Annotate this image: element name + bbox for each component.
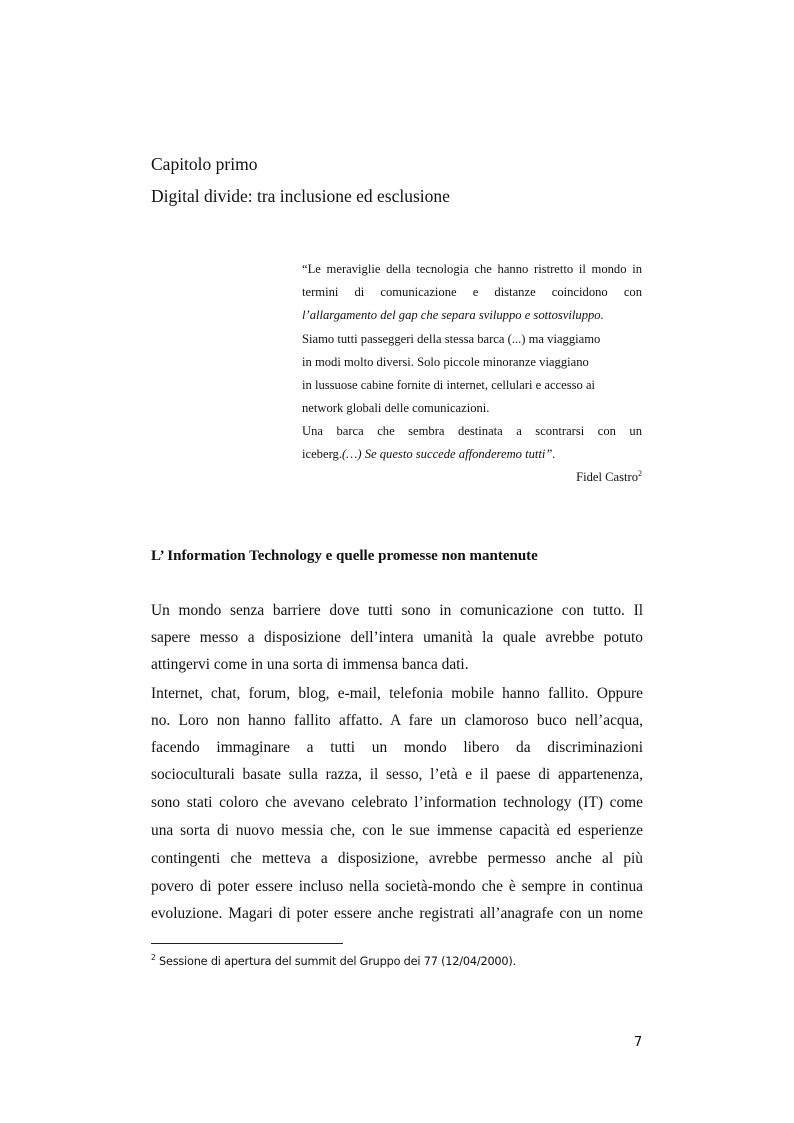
epigraph-line: Siamo tutti passeggeri della stessa barca (...) ma viaggiamo [302,332,601,346]
body-line: sapere messo a disposizione dell’intera umanità la quale avrebbe potuto [151,629,643,646]
body-line: sono stati coloro che avevano celebrato l’information technology (IT) come [151,794,643,811]
epigraph-line: network globali delle comunicazioni. [302,401,490,415]
footnote-rule [151,943,343,944]
epigraph-line: termini di comunicazione e distanze coincidono con [302,285,642,299]
footnote-reference: 2 [638,468,642,478]
body-line: povero di poter essere incluso nella società-mondo che è sempre in continua [151,878,643,895]
epigraph [302,260,642,500]
body-text [151,600,643,930]
chapter-title: Digital divide: tra inclusione ed esclusione [151,186,450,206]
epigraph-last-plain: iceberg. [302,447,342,461]
epigraph-line: “Le meraviglie della tecnologia che hanno ristretto il mondo in [302,262,642,276]
body-line: evoluzione. Magari di poter essere anche registrati all’anagrafe con un nome [151,905,643,922]
footnote [151,955,516,968]
footnote-number: 2 [151,953,156,963]
body-line: Internet, chat, forum, blog, e-mail, telefonia mobile hanno fallito. Oppure [151,685,643,702]
body-line: una sorta di nuovo messia che, con le sue immense capacità ed esperienze [151,822,643,839]
epigraph-author [576,468,642,486]
chapter-label: Capitolo primo [151,154,258,174]
epigraph-line: l’allargamento del gap che separa sviluppo e sottosviluppo. [302,308,604,322]
body-line: facendo immaginare a tutti un mondo libero da discriminazioni [151,739,643,756]
footnote-text: Sessione di apertura del summit del Gruppo dei 77 (12/04/2000). [155,955,517,968]
section-heading: L’ Information Technology e quelle promesse non mantenute [151,548,538,564]
page-number: 7 [634,1035,643,1050]
body-line: Un mondo senza barriere dove tutti sono in comunicazione con tutto. Il [151,602,643,619]
epigraph-last-italic: (…) Se questo succede affonderemo tutti”. [341,447,556,461]
epigraph-line: in lussuose cabine fornite di internet, cellulari e accesso ai [302,378,596,392]
epigraph-author-name: Fidel Castro [576,470,638,484]
epigraph-line: Una barca che sembra destinata a scontrarsi con un [302,424,642,438]
body-line: attingervi come in una sorta di immensa banca dati. [151,656,469,673]
body-line: contingenti che metteva a disposizione, avrebbe permesso anche al più [151,850,643,867]
epigraph-line: in modi molto diversi. Solo piccole minoranze viaggiano [302,355,589,369]
body-line: no. Loro non hanno fallito affatto. A fare un clamoroso buco nell’acqua, [151,712,643,729]
body-line: socioculturali basate sulla razza, il sesso, l’età e il paese di appartenenza, [151,766,643,783]
epigraph-last-line [302,445,642,463]
